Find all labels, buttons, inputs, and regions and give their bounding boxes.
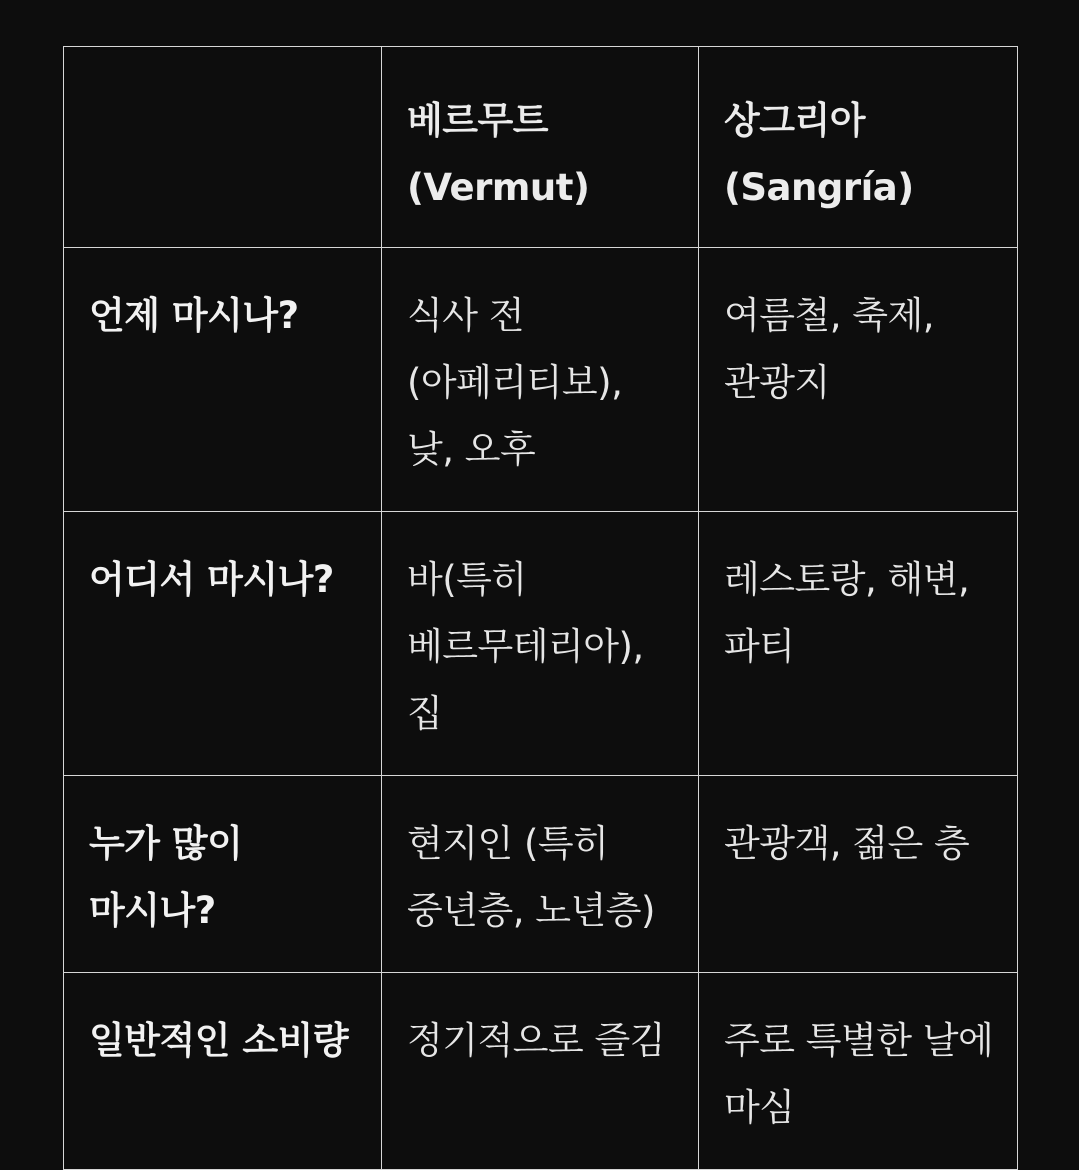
row-label-consumption: 일반적인 소비량 xyxy=(64,973,382,1170)
header-cell-empty xyxy=(64,47,382,248)
row-label-when: 언제 마시나? xyxy=(64,248,382,512)
cell-sangria-consumption: 주로 특별한 날에 마심 xyxy=(699,973,1018,1170)
header-cell-vermut: 베르무트 (Vermut) xyxy=(382,47,699,248)
comparison-table xyxy=(63,46,1018,1170)
cell-sangria-who: 관광객, 젊은 층 xyxy=(699,776,1018,973)
row-label-where: 어디서 마시나? xyxy=(64,512,382,776)
cell-vermut-who: 현지인 (특히 중년층, 노년층) xyxy=(382,776,699,973)
table-row xyxy=(64,248,1018,512)
header-cell-sangria: 상그리아 (Sangría) xyxy=(699,47,1018,248)
table-header xyxy=(64,47,1018,248)
cell-vermut-consumption: 정기적으로 즐김 xyxy=(382,973,699,1170)
cell-sangria-when: 여름철, 축제, 관광지 xyxy=(699,248,1018,512)
cell-sangria-where: 레스토랑, 해변, 파티 xyxy=(699,512,1018,776)
row-label-who: 누가 많이 마시나? xyxy=(64,776,382,973)
table-row xyxy=(64,512,1018,776)
table-row xyxy=(64,973,1018,1170)
table-row xyxy=(64,776,1018,973)
cell-vermut-when: 식사 전(아페리티보), 낮, 오후 xyxy=(382,248,699,512)
table-header-row xyxy=(64,47,1018,248)
table-body xyxy=(64,248,1018,1170)
cell-vermut-where: 바(특히 베르무테리아), 집 xyxy=(382,512,699,776)
